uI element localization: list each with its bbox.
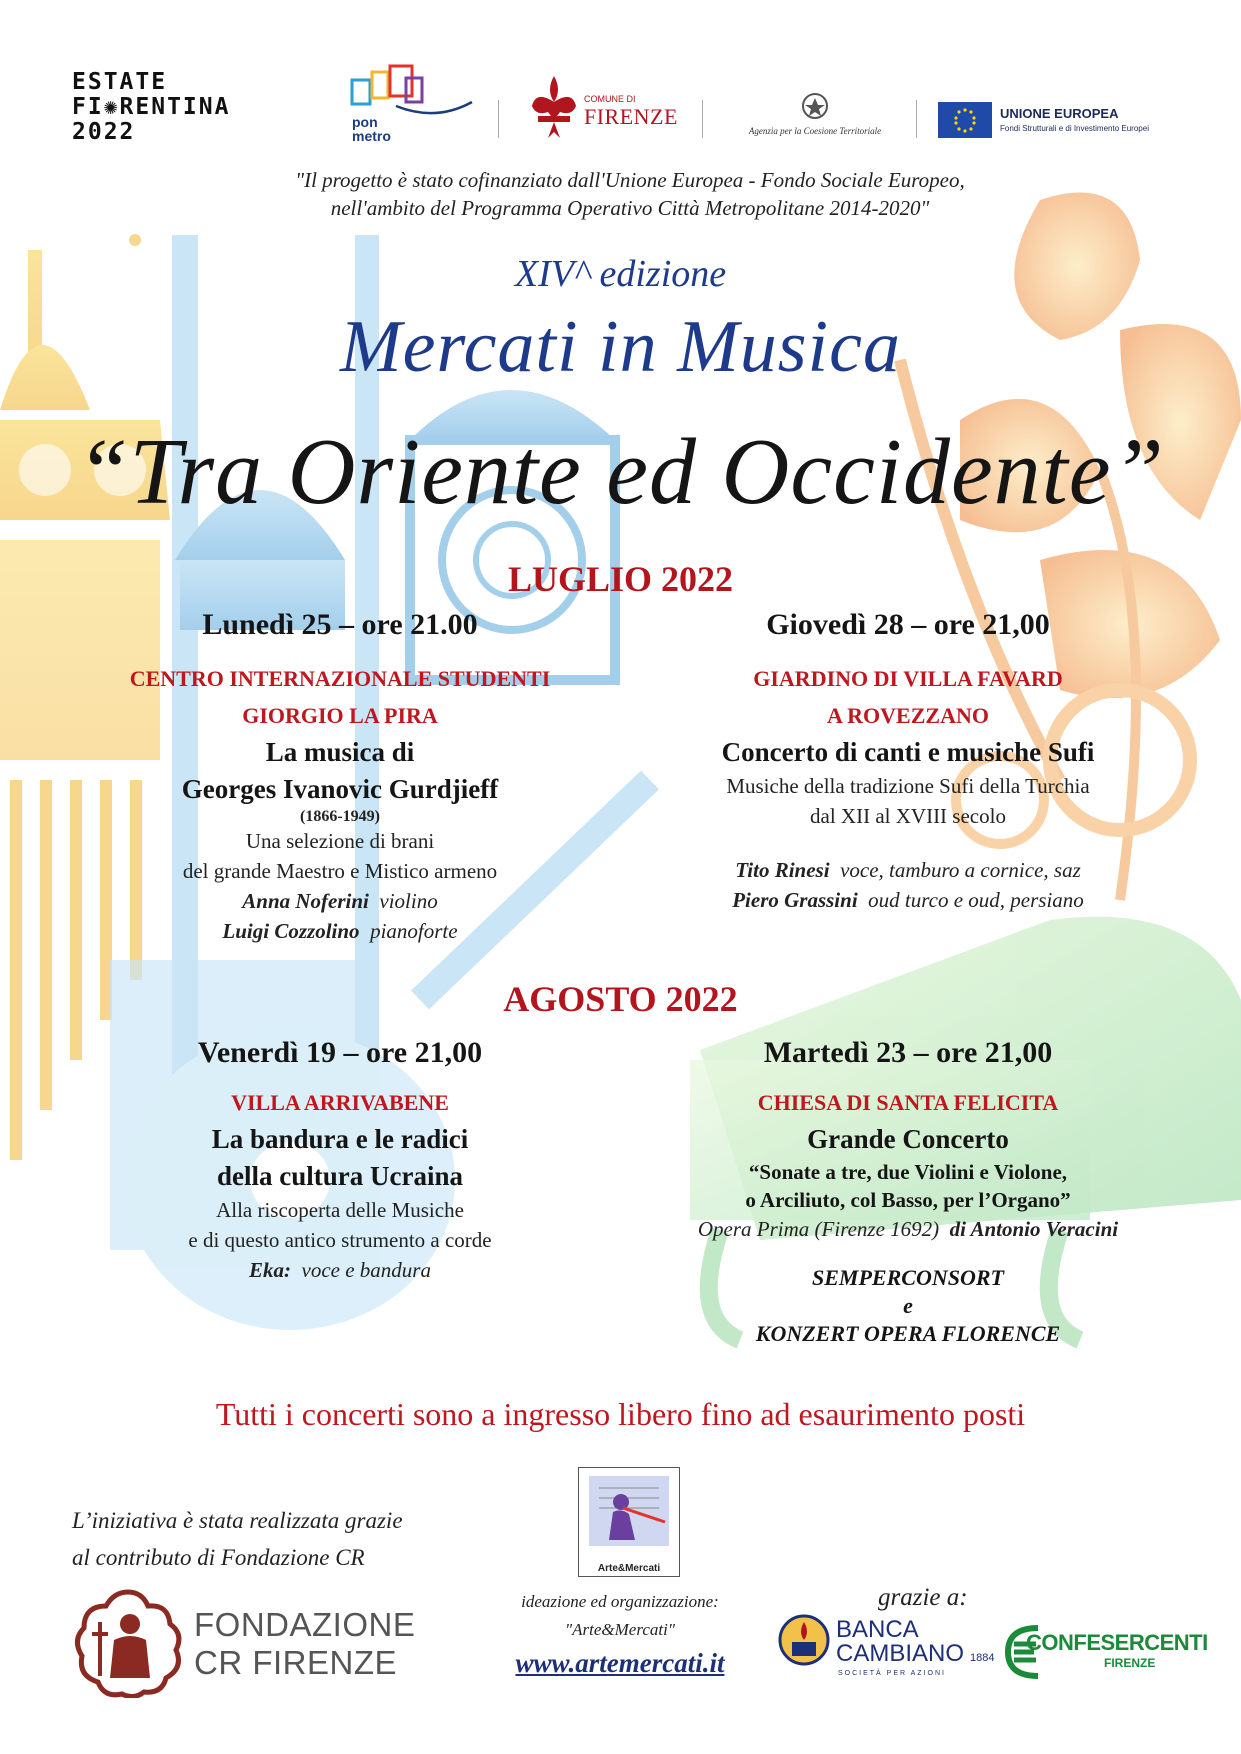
pon-metro-icon (346, 62, 476, 122)
agenzia-coesione-logo (720, 90, 910, 146)
concert-date: Lunedì 25 – ore 21.00 (202, 608, 478, 641)
performer: Anna Noferini violino (242, 889, 438, 913)
comune-di-text: COMUNE DI (584, 94, 636, 104)
concert-subtitle: o Arciliuto, col Basso, per l’Organo” (745, 1188, 1071, 1212)
free-entry-note: Tutti i concerti sono a ingresso libero fino ad esaurimento posti (215, 1396, 1026, 1432)
firenze-text: FIRENZE (584, 104, 678, 129)
banca-soc: SOCIETÀ PER AZIONI (838, 1670, 946, 1677)
concert-title: Concerto di canti e musiche Sufi (721, 737, 1095, 767)
pon-text: pon (352, 114, 378, 130)
concert-luglio-28 (628, 608, 1188, 915)
credit-line-2: al contributo di Fondazione CR (72, 1545, 365, 1570)
concert-venue: A ROVEZZANO (827, 703, 989, 728)
fondazione-line-1: FONDAZIONE (194, 1606, 416, 1643)
concert-desc: Alla riscoperta delle Musiche (216, 1198, 464, 1222)
concert-title: Georges Ivanovic Gurdjieff (181, 774, 499, 804)
eu-flag-icon (938, 102, 992, 138)
edition-label: XIV^ edizione (514, 253, 727, 295)
concert-luglio-25 (60, 608, 620, 946)
concert-venue: GIARDINO DI VILLA FAVARD (753, 666, 1063, 691)
arte-mercati-logo (578, 1467, 680, 1577)
organizer-line-1: ideazione ed organizzazione: (521, 1592, 719, 1611)
confesercenti-logo (1004, 1616, 1208, 1686)
fondazione-line-2: CR FIRENZE (194, 1644, 397, 1681)
concert-venue: GIORGIO LA PIRA (242, 703, 438, 728)
arte-mercati-label: Arte&Mercati (597, 1563, 661, 1574)
ensemble-name: SEMPERCONSORT (812, 1265, 1004, 1290)
concert-desc: Una selezione di brani (245, 829, 435, 853)
divider (916, 100, 917, 138)
performer: Luigi Cozzolino pianoforte (222, 919, 458, 943)
website-link[interactable]: www.artemercati.it (515, 1648, 725, 1678)
concert-desc: dal XII al XVIII secolo (810, 804, 1006, 828)
divider (498, 100, 499, 138)
concert-venue: CHIESA DI SANTA FELICITA (757, 1090, 1059, 1115)
ue-name: UNIONE EUROPEA (1000, 106, 1119, 121)
concert-date: Giovedì 28 – ore 21,00 (766, 608, 1050, 641)
comune-firenze-logo (528, 72, 688, 142)
concert-venue: CENTRO INTERNAZIONALE STUDENTI (129, 666, 551, 691)
fondazione-emblem-icon (72, 1588, 184, 1698)
concert-venue: VILLA ARRIVABENE (231, 1090, 449, 1115)
sponsor-credit (72, 1502, 403, 1576)
concert-agosto-19 (60, 1036, 620, 1285)
event-subtitle: “Tra Oriente ed Occidente” (76, 420, 1165, 524)
organizer-line-2: "Arte&Mercati" (565, 1620, 675, 1639)
concert-title: della cultura Ucraina (217, 1161, 463, 1191)
ue-subtitle: Fondi Strutturali e di Investimento Europei (1000, 124, 1149, 133)
concert-subtitle: “Sonate a tre, due Violini e Violone, (748, 1160, 1068, 1184)
estate-fiorentina-logo (72, 70, 230, 145)
agenzia-text: Agenzia per la Coesione Territoriale (748, 126, 882, 136)
musician-icon (579, 1468, 679, 1558)
concert-desc: del grande Maestro e Mistico armeno (182, 859, 498, 883)
concert-desc: e di questo antico strumento a corde (188, 1228, 492, 1252)
banca-cambiano-logo (776, 1612, 996, 1692)
performer: Eka: voce e bandura (249, 1258, 431, 1282)
event-title: Mercati in Musica (340, 306, 901, 388)
metro-text: metro (352, 128, 391, 144)
concert-opera: Opera Prima (Firenze 1692) di Antonio Veracini (697, 1217, 1119, 1241)
performer: Piero Grassini oud turco e oud, persiano (732, 888, 1084, 912)
ensemble-conjunction: e (903, 1293, 913, 1318)
pon-metro-logo (346, 62, 476, 142)
fondazione-cr-logo (72, 1588, 432, 1698)
cofinanziamento-line-2: nell'ambito del Programma Operativo Città Metropolitane 2014-2020" (330, 196, 930, 220)
banca-year: 1884 (970, 1652, 995, 1664)
credit-line-1: L’iniziativa è stata realizzata grazie (72, 1508, 403, 1533)
performer: Tito Rinesi voce, tamburo a cornice, saz (735, 858, 1081, 882)
month-agosto: AGOSTO 2022 (503, 979, 738, 1019)
confesercenti-name: CONFESERCENTI (1026, 1630, 1208, 1655)
month-luglio: LUGLIO 2022 (507, 559, 734, 599)
concert-date: Venerdì 19 – ore 21,00 (197, 1036, 483, 1069)
thanks-label: grazie a: (878, 1584, 968, 1611)
unione-europea-logo (938, 102, 1178, 142)
estate-line-1: ESTATE (72, 69, 168, 95)
concert-desc: Musiche della tradizione Sufi della Turchia (726, 774, 1090, 798)
fleur-de-lis-icon (528, 72, 580, 142)
organizer-note (440, 1588, 800, 1644)
concert-agosto-23 (628, 1036, 1188, 1348)
estate-line-2: FI✺RENTINA (72, 94, 231, 120)
banca-line-2: CAMBIANO (836, 1640, 965, 1667)
ensemble-name: KONZERT OPERA FLORENCE (755, 1321, 1061, 1346)
concert-title: La bandura e le radici (211, 1124, 469, 1154)
divider (702, 100, 703, 138)
confesercenti-city: FIRENZE (1104, 1656, 1156, 1670)
cofinanziamento-note (180, 166, 1080, 222)
concert-title: La musica di (265, 737, 415, 767)
concert-title: Grande Concerto (807, 1124, 1009, 1154)
cofinanziamento-line-1: "Il progetto è stato cofinanziato dall'Unione Europea - Fondo Sociale Europeo, (295, 168, 965, 192)
concert-years: (1866-1949) (300, 808, 380, 825)
estate-line-3: 2022 (72, 119, 136, 145)
emblem-icon (720, 90, 910, 126)
concert-date: Martedì 23 – ore 21,00 (763, 1036, 1053, 1069)
banca-line-1: BANCA (836, 1616, 919, 1643)
banca-crest-icon (776, 1612, 832, 1668)
